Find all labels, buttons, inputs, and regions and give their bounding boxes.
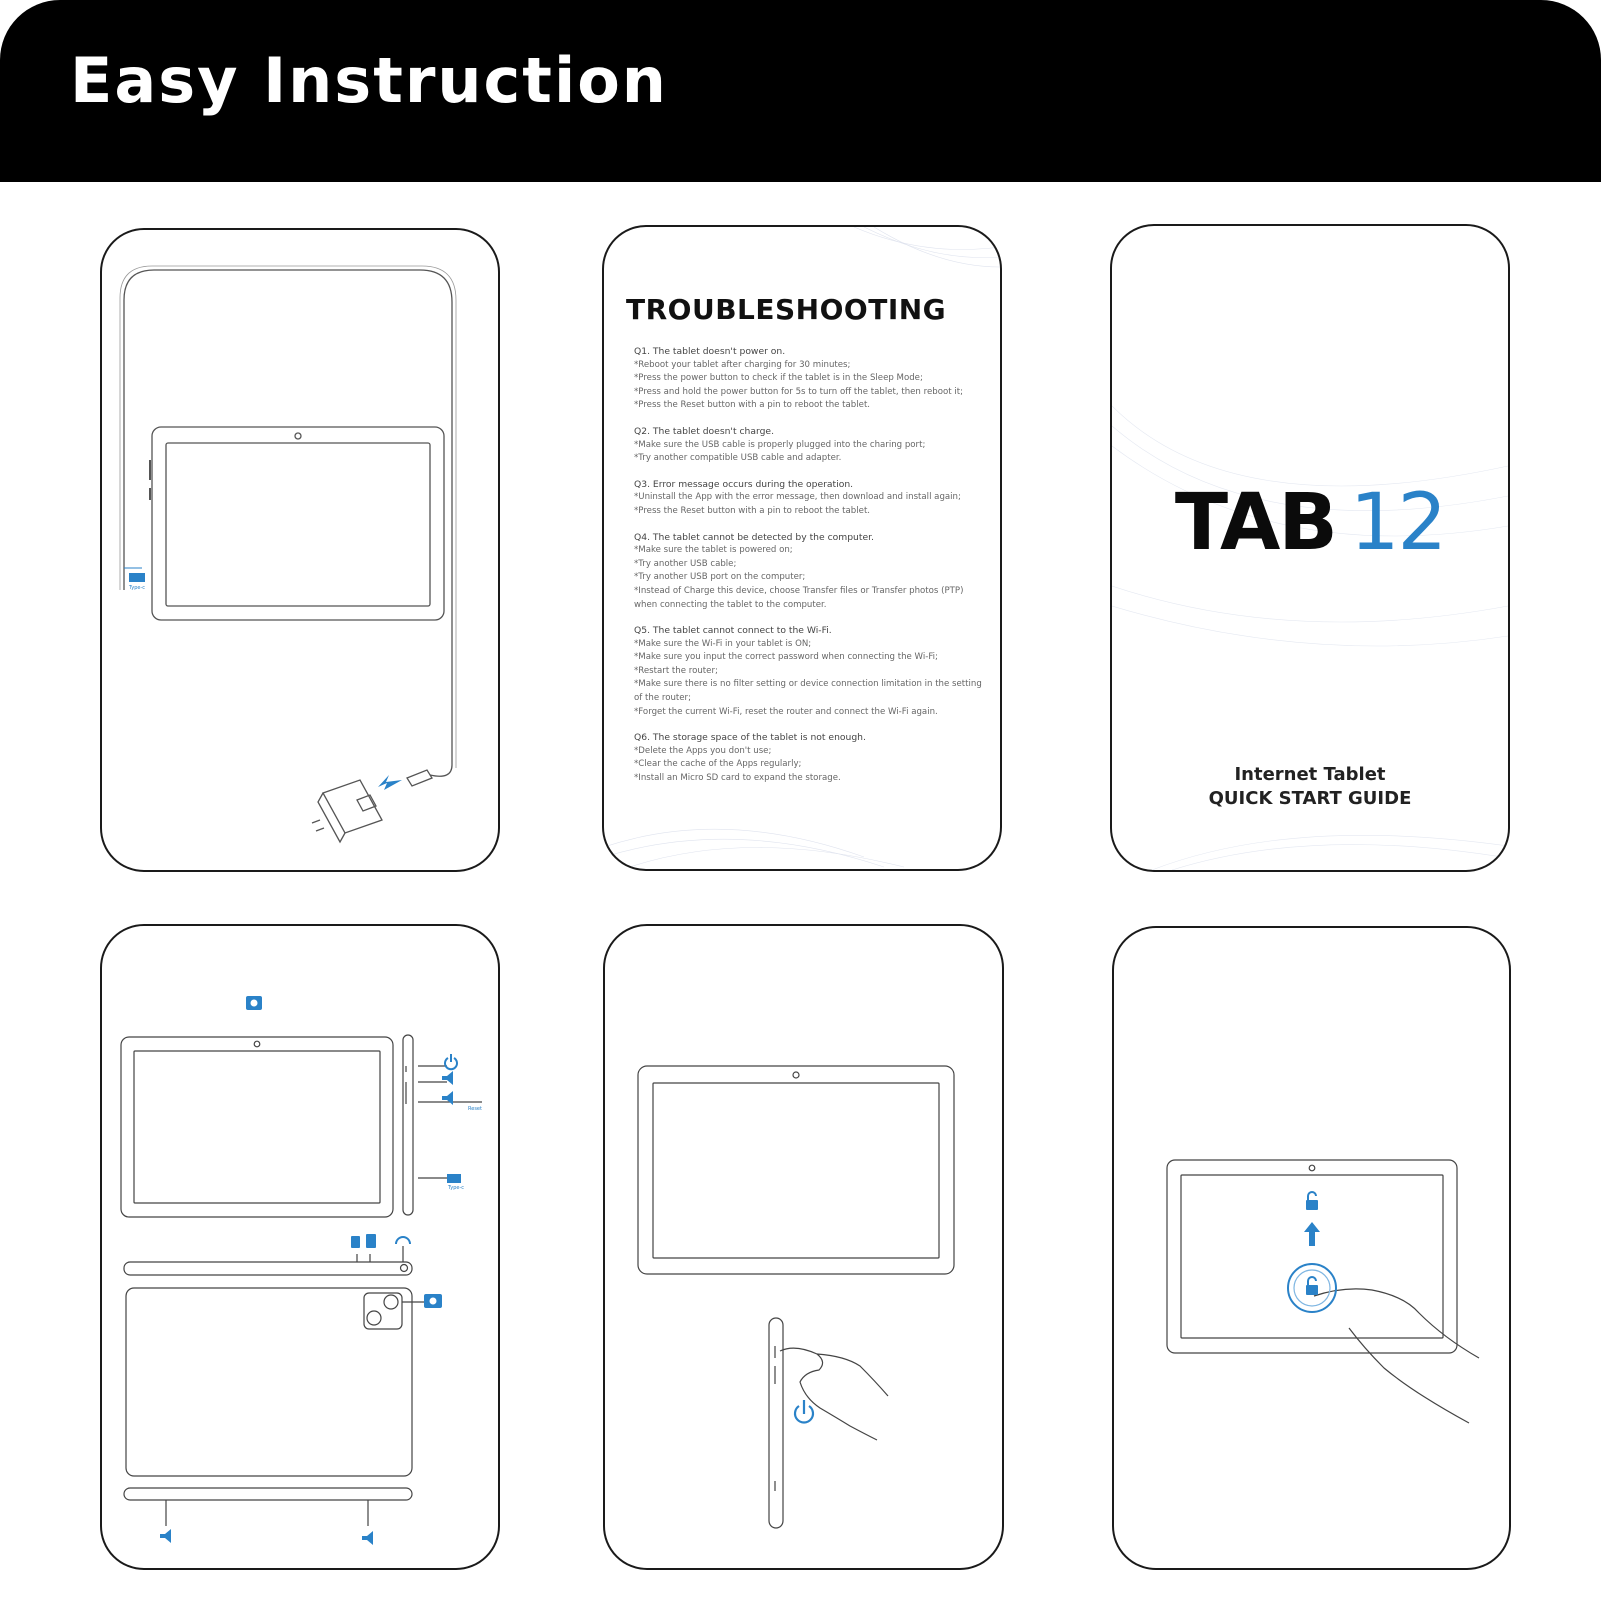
faq-question: Q4. The tablet cannot be detected by the computer. bbox=[634, 531, 874, 543]
camera-dot bbox=[793, 1072, 799, 1078]
usb-plug bbox=[407, 770, 432, 786]
faq-answer: *Uninstall the App with the error message, then download and install again; bbox=[634, 492, 961, 503]
camera-dot bbox=[1309, 1165, 1315, 1171]
power-on-card bbox=[603, 924, 1004, 1570]
faq-answer: *Make sure there is no filter setting or device connection limitation in the setting bbox=[634, 679, 982, 690]
faq-answer: *Make sure the USB cable is properly plugged into the charing port; bbox=[634, 439, 926, 450]
faq-answer: *Try another USB port on the computer; bbox=[634, 572, 806, 583]
charging-illustration bbox=[102, 230, 498, 870]
faq-item bbox=[634, 425, 984, 466]
faq-answer: *Make sure the tablet is powered on; bbox=[634, 545, 793, 556]
lock-icon bbox=[1306, 1285, 1318, 1295]
tablet-outline bbox=[1167, 1160, 1457, 1353]
faq-item bbox=[634, 345, 984, 413]
type-c-port-icon bbox=[447, 1174, 461, 1183]
tablet-screen bbox=[166, 443, 430, 606]
tablet-top-edge bbox=[124, 1262, 412, 1275]
faq-item bbox=[634, 478, 984, 519]
volume-down-icon bbox=[442, 1091, 453, 1105]
device-layout-card bbox=[100, 924, 500, 1570]
tablet-outline bbox=[152, 427, 444, 620]
faq-answer: *Make sure the Wi-Fi in your tablet is ON; bbox=[634, 638, 812, 649]
faq-answer: *Install an Micro SD card to expand the storage. bbox=[634, 773, 841, 784]
charging-card bbox=[100, 228, 500, 872]
faq-answer: *Delete the Apps you don't use; bbox=[634, 745, 772, 756]
faq-item bbox=[634, 531, 984, 613]
faq-answer: *Make sure you input the correct password when connecting the Wi-Fi; bbox=[634, 652, 938, 663]
tablet-back bbox=[126, 1288, 412, 1476]
speaker-left-icon bbox=[160, 1529, 171, 1543]
headphone-icon bbox=[396, 1237, 410, 1244]
unlock-illustration bbox=[1114, 928, 1509, 1568]
port-label: Type-c bbox=[129, 585, 146, 591]
type-c-port-icon bbox=[129, 573, 145, 582]
port-label: Type-c bbox=[448, 1185, 465, 1191]
cover-subtitle: Internet Tablet bbox=[1234, 764, 1386, 785]
troubleshooting-card bbox=[602, 225, 1002, 871]
faq-item bbox=[634, 624, 984, 719]
faq-item bbox=[634, 731, 984, 785]
unlock-card bbox=[1112, 926, 1511, 1570]
reset-label: Reset bbox=[468, 1106, 482, 1112]
faq-question: Q6. The storage space of the tablet is not enough. bbox=[634, 732, 866, 744]
faq-answer: *Instead of Charge this device, choose Transfer files or Transfer photos (PTP) bbox=[634, 585, 964, 596]
sd-card-icon bbox=[366, 1234, 376, 1248]
faq-answer: *Press the Reset button with a pin to reboot the tablet. bbox=[634, 505, 871, 516]
model-name: TAB bbox=[1174, 478, 1336, 568]
faq-answer: *Try another USB cable; bbox=[634, 558, 737, 569]
faq-answer: *Forget the current Wi-Fi, reset the router and connect the Wi-Fi again. bbox=[634, 706, 938, 717]
tablet-bottom-edge bbox=[124, 1488, 412, 1500]
tablet-side bbox=[403, 1035, 413, 1215]
model-title bbox=[1112, 478, 1508, 568]
page-title: Easy Instruction bbox=[70, 44, 668, 117]
faq-answer: *Clear the cache of the Apps regularly; bbox=[634, 759, 802, 770]
usb-cable bbox=[124, 270, 452, 776]
tablet-side bbox=[769, 1318, 783, 1528]
sim-card-icon bbox=[351, 1236, 360, 1248]
faq-question: Q3. Error message occurs during the operation. bbox=[634, 478, 854, 490]
cover-card bbox=[1110, 224, 1510, 872]
power-on-illustration bbox=[605, 926, 1002, 1568]
hand-outline bbox=[780, 1348, 888, 1440]
model-number: 12 bbox=[1349, 478, 1446, 568]
front-camera bbox=[254, 1041, 260, 1047]
troubleshooting-list bbox=[634, 345, 984, 798]
header-banner bbox=[0, 0, 1601, 182]
faq-question: Q5. The tablet cannot connect to the Wi-Fi. bbox=[634, 625, 832, 637]
tablet-front bbox=[121, 1037, 393, 1217]
camera-dot bbox=[295, 433, 301, 439]
faq-question: Q2. The tablet doesn't charge. bbox=[634, 425, 775, 437]
troubleshooting-title: TROUBLESHOOTING bbox=[626, 293, 947, 326]
volume-up-icon bbox=[442, 1071, 453, 1085]
insert-arrow-icon bbox=[378, 775, 402, 790]
faq-answer: *Try another compatible USB cable and adapter. bbox=[634, 453, 842, 464]
faq-question: Q1. The tablet doesn't power on. bbox=[634, 346, 786, 357]
cover-guide-label: QUICK START GUIDE bbox=[1208, 788, 1412, 809]
faq-answer: *Press and hold the power button for 5s to turn off the tablet, then reboot it; bbox=[634, 386, 963, 397]
tablet-outline bbox=[638, 1066, 954, 1274]
faq-answer: of the router; bbox=[634, 693, 691, 704]
faq-answer: *Reboot your tablet after charging for 30 minutes; bbox=[634, 359, 851, 370]
swipe-up-arrow-icon bbox=[1304, 1222, 1320, 1246]
faq-answer: *Press the Reset button with a pin to reboot the tablet. bbox=[634, 400, 871, 411]
faq-answer: *Press the power button to check if the tablet is in the Sleep Mode; bbox=[634, 373, 923, 384]
faq-answer: when connecting the tablet to the computer. bbox=[634, 599, 827, 610]
speaker-right-icon bbox=[362, 1531, 373, 1545]
device-layout-illustration bbox=[102, 926, 498, 1568]
unlock-icon bbox=[1306, 1200, 1318, 1210]
hand-outline bbox=[1314, 1289, 1479, 1423]
faq-answer: *Restart the router; bbox=[634, 665, 718, 676]
